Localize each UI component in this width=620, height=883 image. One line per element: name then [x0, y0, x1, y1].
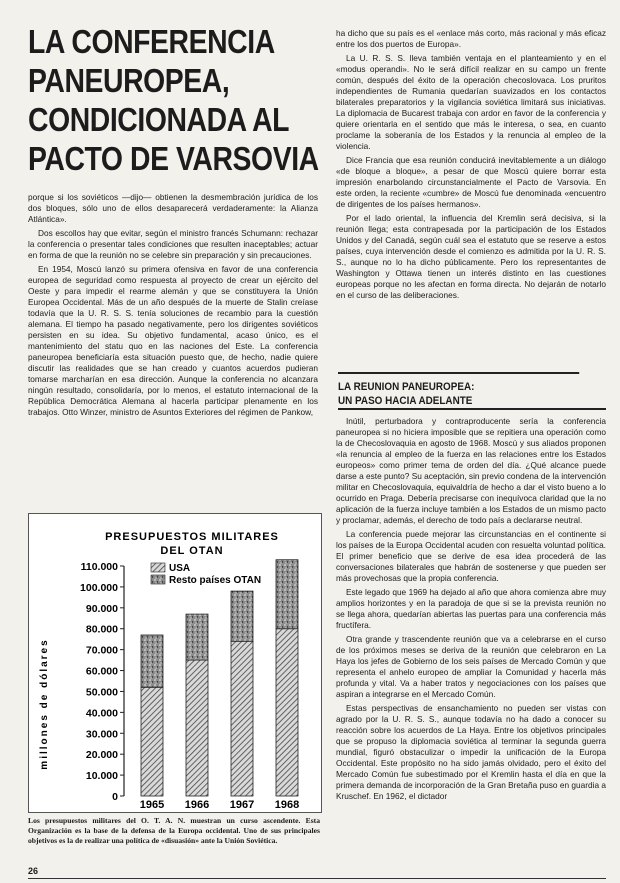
paragraph: Otra grande y trascendente reunión que va a celebrarse en el curso de los próximos meses se deriva de la reunión que celebraron en La Haya los jefes de Gobierno de los seis países de Mercado Común y que representa el anhelo europeo de ampliar la Comunidad y hacerla más profunda y vital. Va a haber tratos y negociaciones con los países que aspiran a integrarse en el Mercado Común.	[336, 634, 606, 699]
x-axis	[140, 799, 299, 811]
legend-label-usa: USA	[169, 563, 191, 574]
paragraph: Dos escollos hay que evitar, según el ministro francés Schumann: rechazar la conferencia o presentar tales condiciones que resulten inaceptables; actuar en forma de que la reunión no se celebre sin preparación y sin precauciones.	[28, 228, 318, 260]
x-tick-label: 1967	[229, 799, 255, 811]
y-tick-label: 10.000	[85, 770, 118, 783]
section-heading-line: UN PASO HACIA ADELANTE	[338, 395, 473, 407]
bar-usa-1965	[141, 687, 163, 796]
bar-usa-1966	[186, 660, 208, 796]
chart-caption: Los presupuestos militares del O. T. A. N. muestran un curso ascendente. Esta Organización es la base de la defensa de la Europa occidental. Uno de sus principales objetivos es la de realizar una política de «disuasión» ante la Unión Soviética.	[28, 816, 320, 845]
bar-rest-1965	[141, 635, 163, 687]
section-heading-line: LA REUNION PANEUROPEA:	[338, 381, 475, 393]
paragraph: Este legado que 1969 ha dejado al año que ahora comienza abre muy amplios horizontes y en la paradoja de que si se la prevista reunión no se llega ahora, quedarían abiertas las puertas para una conferencia más fructífera.	[336, 587, 606, 630]
bar-usa-1968	[276, 629, 298, 796]
chart-title-line: DEL OTAN	[160, 545, 224, 557]
y-tick-label: 90.000	[85, 602, 118, 615]
legend-label-rest: Resto países OTAN	[169, 575, 262, 586]
y-tick-label: 50.000	[85, 686, 118, 699]
y-tick-label: 40.000	[85, 707, 118, 720]
x-tick-label: 1965	[139, 799, 165, 811]
y-tick-label: 0	[112, 791, 118, 803]
y-tick-label: 110.000	[80, 561, 118, 573]
bar-rest-1966	[186, 614, 208, 660]
left-column	[28, 192, 318, 421]
page-number: 26	[28, 866, 39, 876]
headline-line: PANEUROPEA,	[28, 62, 230, 99]
section-heading	[338, 372, 579, 408]
paragraph: Estas perspectivas de ensanchamiento no pueden ser vistas con agrado por la U. R. S. S., aunque todavía no ha dado a conocer su reacción sobre los acuerdos de La Haya. Entre los objetivos principales que se propuso la diplomacia soviética al terminar la segunda guerra mundial, figuró obstaculizar o impedir la unificación de la Europa Occidental. Este propósito no ha sido jamás olvidado, pero el éxito del Mercado Común fue subestimado por el Kremlin hasta el día en que la primera demanda de incorporación de la Gran Bretaña puso en guardia a Kruschef. En 1962, el dictador	[336, 703, 606, 801]
legend-swatch-usa	[151, 563, 165, 572]
legend	[151, 563, 261, 586]
bar-rest-1968	[276, 560, 298, 629]
y-axis-label: millones de dólares	[39, 638, 50, 770]
x-tick-label: 1968	[274, 799, 300, 811]
paragraph: Inútil, perturbadora y contraproducente sería la conferencia paneuropea si no hiciera imposible que se repitiera una operación como la de Checoslovaquia en agosto de 1968. Moscú y sus aliados proponen «la renuncia al empleo de la fuerza en las relaciones entre los Estados europeos» como primer tema de orden del día. ¿Qué alcance puede darse a este punto? Su aceptación, sin previo condena de la intervención militar en Checoslovaquia, equivaldría de hecho a dar el visto bueno a lo ocurrido en Praga. Debería precisarse con inequívoca claridad que la no aplicación de la fuerza incluye también a los Estados de un mismo pacto y proclamar, además, el derecho de todo país a declararse neutral.	[336, 416, 606, 525]
paragraph: La conferencia puede mejorar las circunstancias en el continente si los países de la Europa Occidental acuden con resuelta voluntad política. El primer beneficio que se derive de esa idea procederá de las conversaciones bilaterales que habrán de sostenerse y que pueden ser más provechosas que la propia conferencia.	[336, 529, 606, 583]
paragraph: En 1954, Moscú lanzó su primera ofensiva en favor de una conferencia europea de seguridad como respuesta al proyecto de crear un ejército del Oeste y para impedir el rearme alemán y que se constituyera la Unión Europea Occidental. Más de un año después de la muerte de Stalin creíase todavía que la U. R. S. S. tenía soluciones de recambio para la cuestión alemana. El tiempo ha pasado negativamente, pero los dirigentes soviéticos persisten en su idea. Su objetivo fundamental, acaso único, es el mantenimiento del statu quo en las naciones del Este. La conferencia paneuropea beneficiaría esta situación puesto que, de hecho, nadie quiere discutir las realidades que se han creado y cuantos acuerdos pudieran tomarse marcharían en esa dirección. Aunque la conferencia no alcanzara ningún resultado, consolidaría, por lo menos, el estatuto internacional de la República Democrática Alemana al hacerla participar plenamente en los trabajos. Otto Winzer, ministro de Asuntos Exteriores del régimen de Pankow,	[28, 264, 318, 417]
paragraph: ha dicho que su país es el «enlace más corto, más racional y más eficaz entre los dos puertos de Europa».	[336, 28, 606, 49]
headline-line: CONDICIONADA AL	[28, 101, 290, 138]
paragraph: Dice Francia que esa reunión conducirá inevitablemente a un diálogo «de bloque a bloque», a pesar de que Moscú quiere borrar esta impresión enarbolando circunstancialmente el Pacto de Varsovia. En este orden, la reciente «cumbre» de Moscú fue denominada «encuentro de dirigentes de los países hermanos».	[336, 155, 606, 209]
y-tick-label: 20.000	[85, 749, 118, 762]
bar-rest-1967	[231, 591, 253, 641]
divider	[338, 408, 606, 410]
headline-line: LA CONFERENCIA	[28, 23, 275, 60]
budget-chart	[28, 513, 322, 813]
paragraph: La U. R. S. S. lleva también ventaja en el planteamiento y en el «modus operandi». No le será difícil realizar en su campo un frente común, después del éxito de la operación checoslovaca. Los pruritos independientes de Rumania quedarían suavizados en los contactos bilaterales preparatorios y la vigilancia soviética limitará sus iniciativas. La diplomacia de Bucarest trabaja con ardor en favor de la conferencia y quiere orientarla en el sentido que más le interesa, o sea, en cuanto proclame la soberanía de los Estados y la renuncia al empleo de la violencia.	[336, 53, 606, 151]
legend-swatch-rest	[151, 575, 165, 584]
y-tick-label: 70.000	[85, 644, 118, 657]
y-tick-label: 60.000	[85, 665, 118, 678]
paragraph: Por el lado oriental, la influencia del Kremlin será decisiva, si la reunión llega; esta contrapesada por la participación de los Estados Unidos y del Canadá, según cuál sea el estatuto que se reserve a estos países, cuya intervención desde el comienzo es admitida por la U. R. S. S., aunque no lo ha dicho públicamente. Pero los representantes de Washington y Ottawa tienen un interés distinto en las cuestiones europeas porque no les afectan en forma directa. No dejarán de notarlo en el curso de las deliberaciones.	[336, 213, 606, 300]
divider	[28, 878, 606, 879]
chart-svg	[29, 514, 321, 812]
chart-title-line: PRESUPUESTOS MILITARES	[105, 531, 279, 543]
y-tick-label: 100.000	[80, 581, 118, 594]
headline-line: PACTO DE VARSOVIA	[28, 140, 319, 177]
right-column-top	[336, 28, 606, 304]
x-tick-label: 1966	[184, 799, 210, 811]
headline	[28, 22, 319, 178]
y-tick-label: 30.000	[85, 728, 118, 741]
y-axis	[80, 561, 124, 803]
bars	[141, 560, 298, 796]
y-tick-label: 80.000	[85, 623, 118, 636]
bar-usa-1967	[231, 641, 253, 796]
right-column-bottom	[336, 416, 606, 805]
paragraph: porque si los soviéticos —dijo— obtienen la desmembración jurídica de los dos bloques, sólo uno de ellos desaparecerá verdaderamente: la Alianza Atlántica».	[28, 192, 318, 224]
